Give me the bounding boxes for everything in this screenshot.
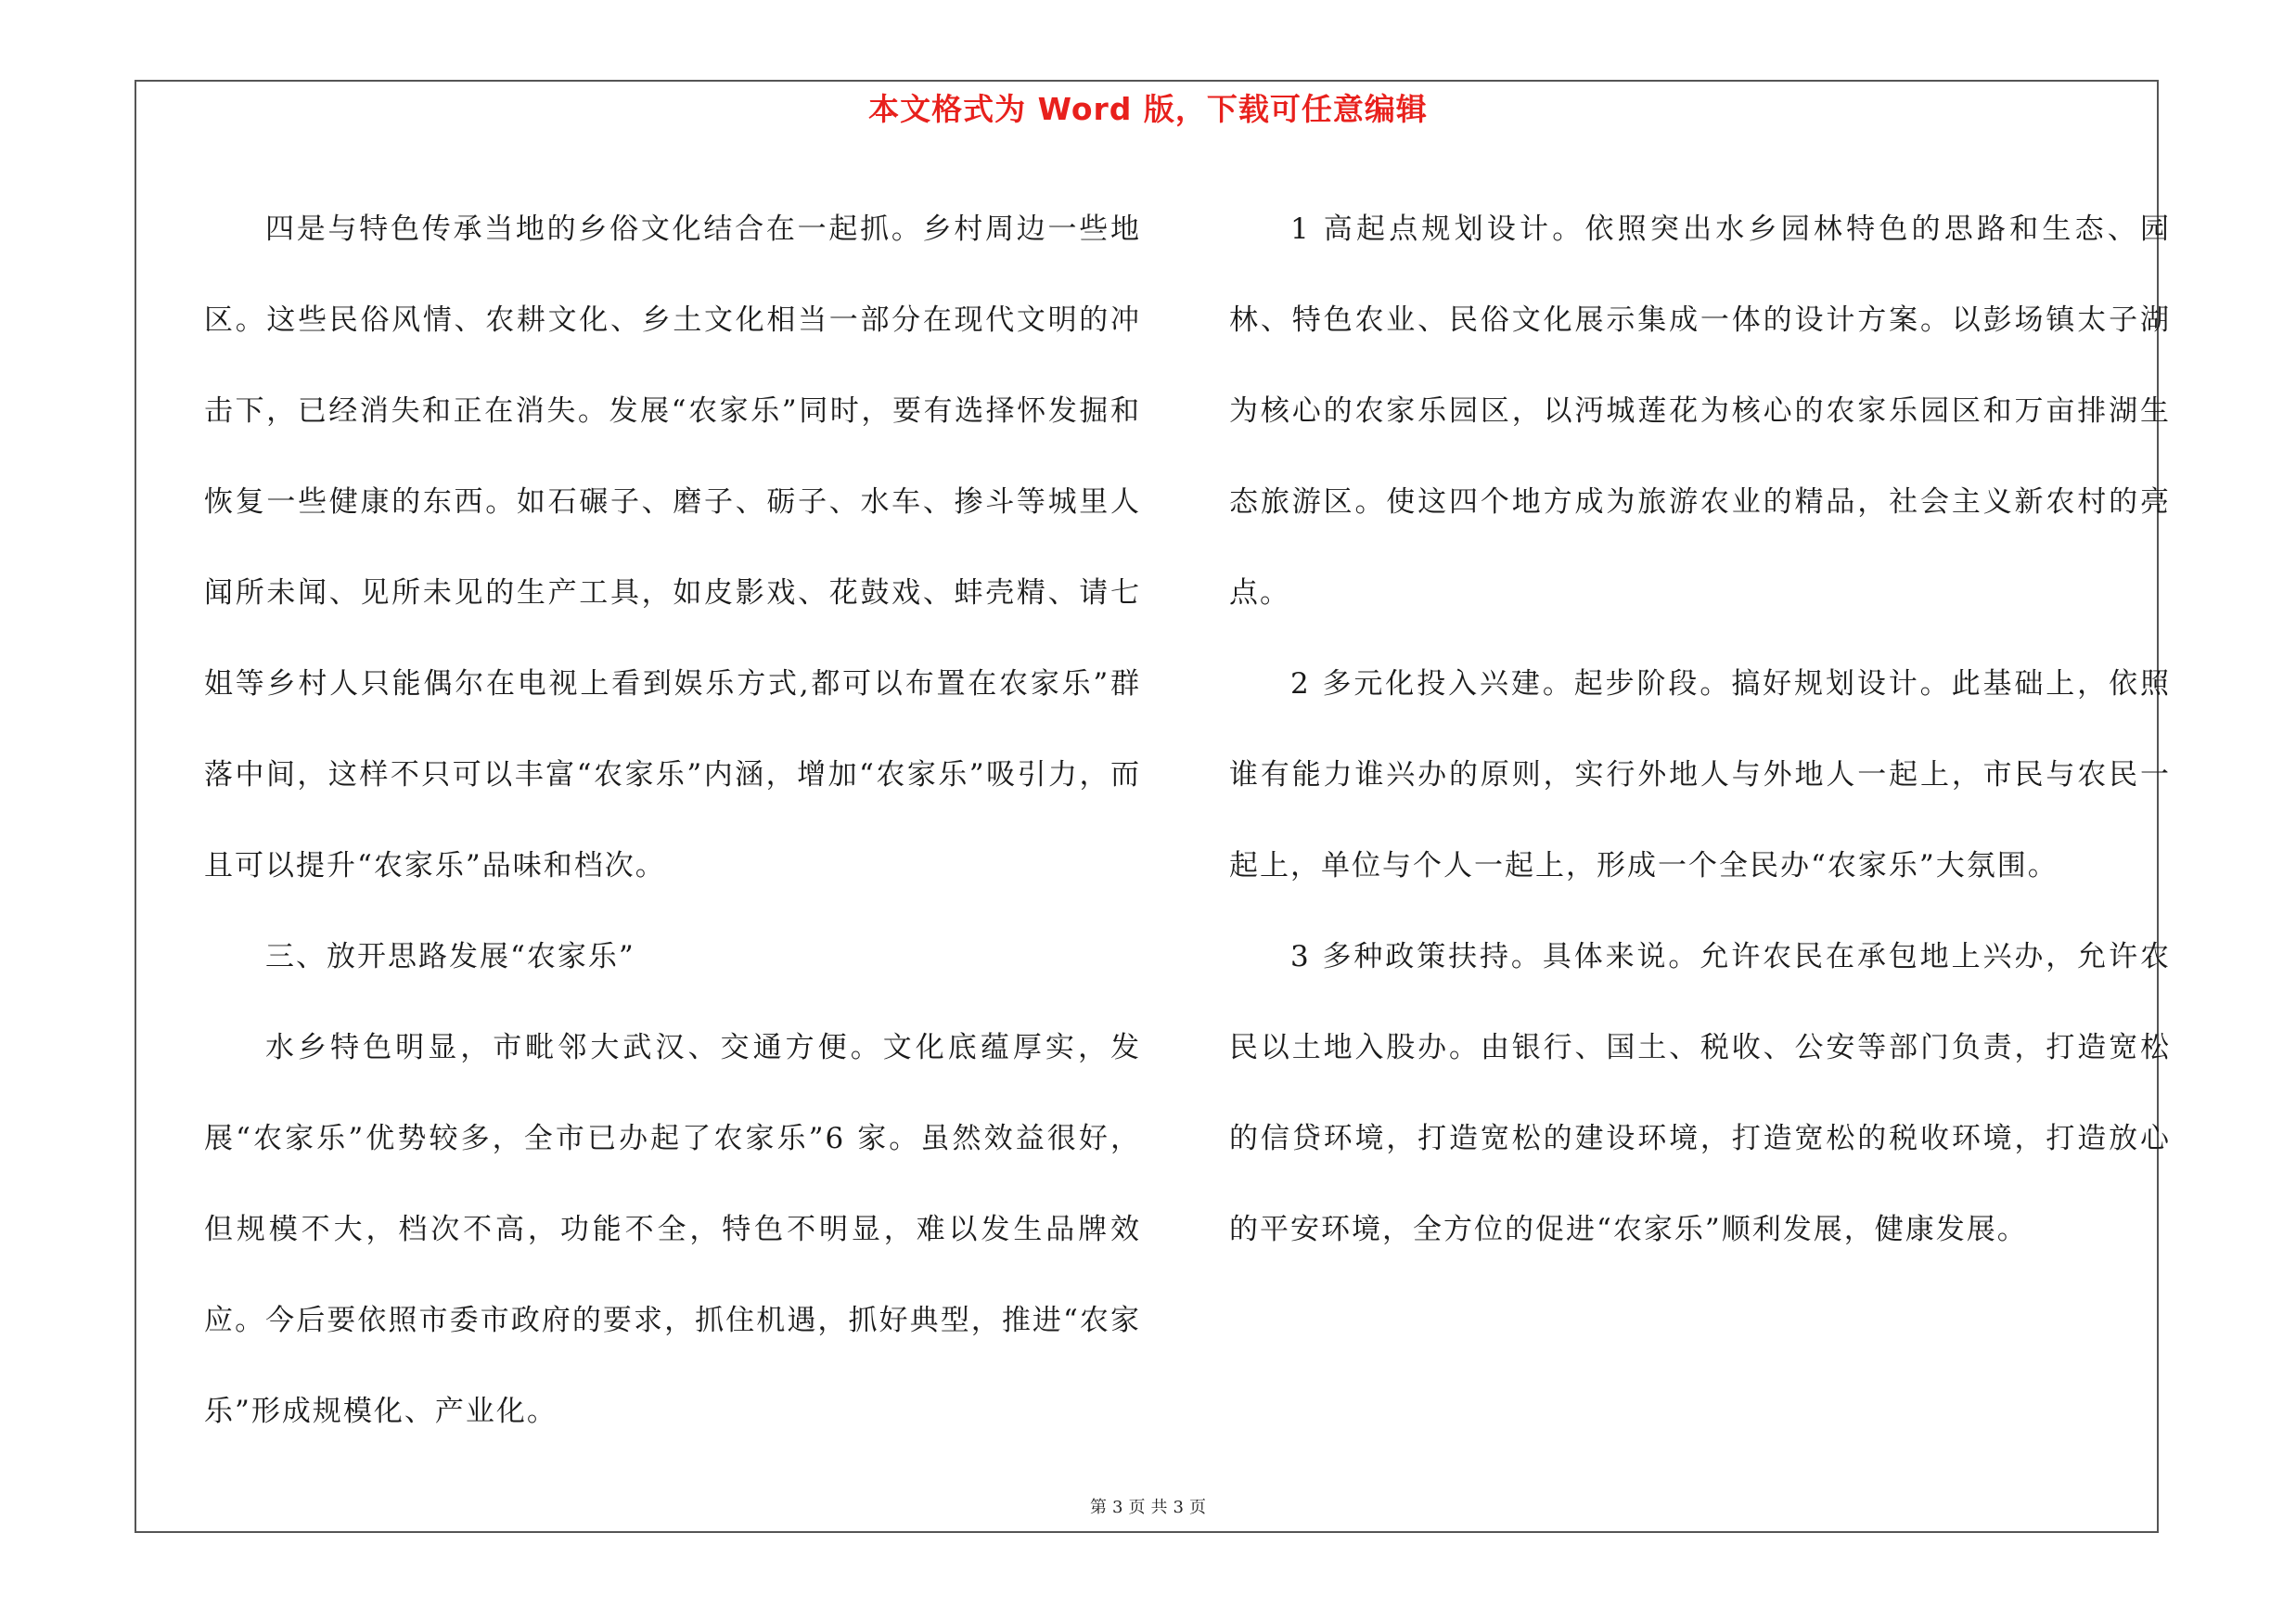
paragraph: 水乡特色明显，市毗邻大武汉、交通方便。文化底蕴厚实，发展“农家乐”优势较多，全市已办起了农家乐”6 家。虽然效益很好，但规模不大，档次不高，功能不全，特色不明显，难以发生品牌效应。今后要依照市委市政府的要求，抓住机遇，抓好典型，推进“农家乐”形成规模化、产业化。 (204, 1031, 1141, 1428)
paragraph: 2 多元化投入兴建。起步阶段。搞好规划设计。此基础上，依照谁有能力谁兴办的原则，实行外地人与外地人一起上，市民与农民一起上，单位与个人一起上，形成一个全民办“农家乐”大氛围。 (1229, 667, 2171, 882)
left-column (204, 184, 1141, 1457)
footer-total-prefix: 共 (1150, 1498, 1168, 1517)
footer-prefix: 第 (1090, 1498, 1108, 1517)
section-heading: 三、放开思路发展“农家乐” (265, 940, 635, 973)
paragraph: 3 多种政策扶持。具体来说。允许农民在承包地上兴办，允许农民以土地入股办。由银行、国土、税收、公安等部门负责，打造宽松的信贷环境，打造宽松的建设环境，打造宽松的税收环境，打造放心的平安环境，全方位的促进“农家乐”顺利发展，健康发展。 (1229, 940, 2171, 1246)
paragraph: 1 高起点规划设计。依照突出水乡园林特色的思路和生态、园林、特色农业、民俗文化展示集成一体的设计方案。以彭场镇太子湖为核心的农家乐园区，以沔城莲花为核心的农家乐园区和万亩排湖生态旅游区。使这四个地方成为旅游农业的精品，社会主义新农村的亮点。 (1229, 213, 2171, 610)
paragraph: 四是与特色传承当地的乡俗文化结合在一起抓。乡村周边一些地区。这些民俗风情、农耕文化、乡土文化相当一部分在现代文明的冲击下，已经消失和正在消失。发展“农家乐”同时，要有选择怀发掘和恢复一些健康的东西。如石碾子、磨子、砺子、水车、掺斗等城里人闻所未闻、见所未见的生产工具，如皮影戏、花鼓戏、蚌壳精、请七姐等乡村人只能偶尔在电视上看到娱乐方式,都可以布置在农家乐”群落中间，这样不只可以丰富“农家乐”内涵，增加“农家乐”吸引力，而且可以提升“农家乐”品味和档次。 (204, 213, 1141, 882)
footer-page-word: 页 (1128, 1498, 1146, 1517)
footer-page-word-2: 页 (1188, 1498, 1206, 1517)
right-column (1229, 184, 2171, 1275)
format-notice-banner: 本文格式为 Word 版，下载可任意编辑 (868, 91, 1428, 127)
total-pages-number: 3 (1173, 1498, 1184, 1517)
page-number-footer (0, 1494, 2296, 1518)
current-page-number: 3 (1112, 1498, 1123, 1517)
